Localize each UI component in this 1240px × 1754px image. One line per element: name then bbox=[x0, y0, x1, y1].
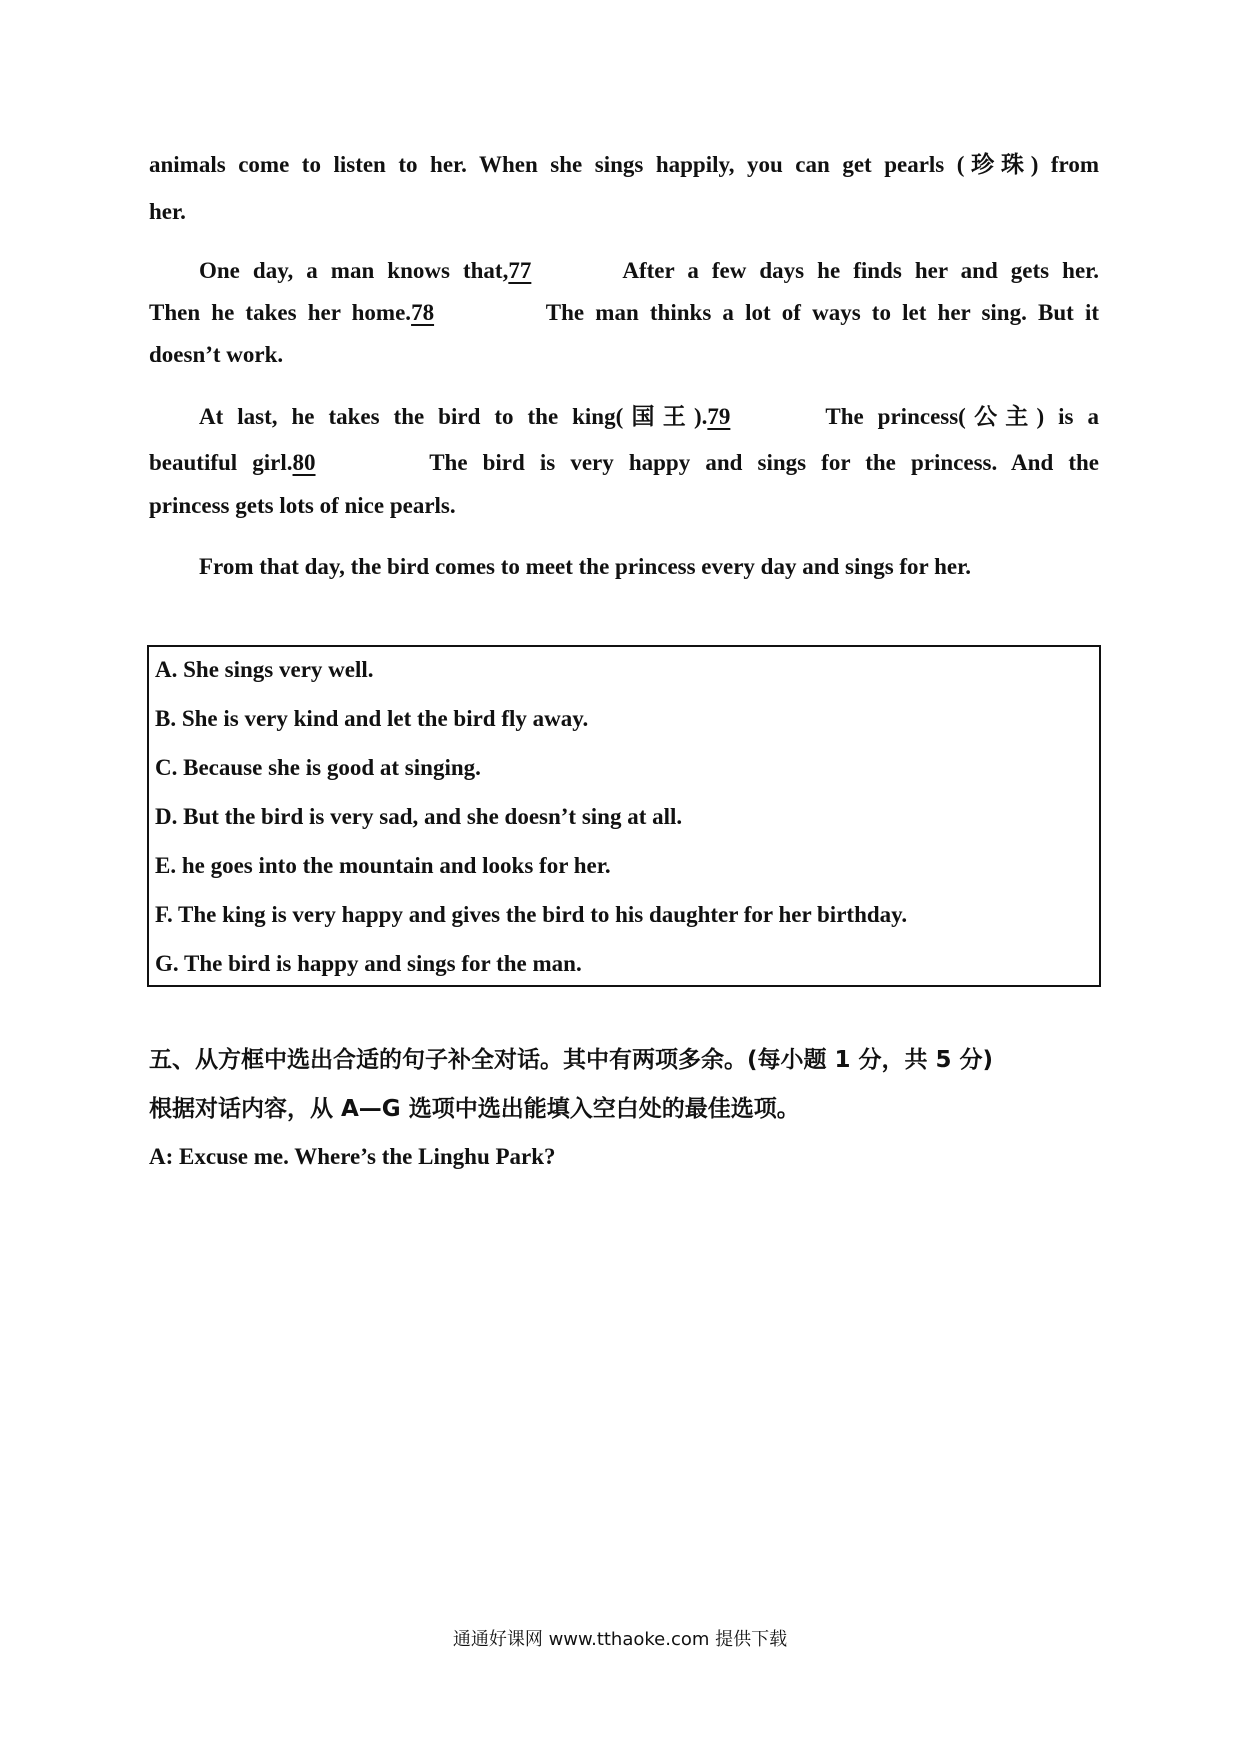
option-a: A. She sings very well. bbox=[155, 657, 374, 682]
option-g: G. The bird is happy and sings for the man. bbox=[155, 951, 582, 976]
passage-text: her. bbox=[149, 199, 186, 224]
passage-text: After a few days he finds her and gets her. bbox=[622, 258, 1099, 283]
passage-text: Then he takes her home. bbox=[149, 300, 412, 325]
options-box bbox=[147, 645, 1101, 987]
option-b: B. She is very kind and let the bird fly away. bbox=[155, 706, 589, 731]
option-e: E. he goes into the mountain and looks for her. bbox=[155, 853, 611, 878]
answer-blank-79: 79 bbox=[707, 404, 731, 429]
section-instruction: 根据对话内容，从 A—G 选项中选出能填入空白处的最佳选项。 bbox=[149, 1096, 800, 1122]
answer-blank-80: 80 bbox=[292, 450, 316, 475]
dialogue-line: A: Excuse me. Where’s the Linghu Park? bbox=[149, 1144, 556, 1169]
answer-blank-78: 78 bbox=[411, 300, 435, 325]
passage-text: At last, he takes the bird to the king(国王). bbox=[199, 404, 708, 429]
passage-line bbox=[199, 256, 1099, 286]
page-footer: 通通好课网 www.tthaoke.com 提供下载 bbox=[452, 1629, 788, 1650]
passage-line bbox=[199, 552, 1099, 582]
passage-text: The bird is very happy and sings for the princess. And the bbox=[414, 450, 1099, 475]
option-c: C. Because she is good at singing. bbox=[155, 755, 481, 780]
section-heading: 五、从方框中选出合适的句子补全对话。其中有两项多余。(每小题 1 分，共 5 分) bbox=[149, 1047, 994, 1073]
passage-line bbox=[149, 298, 1099, 328]
passage-text: The man thinks a lot of ways to let her sing. But it bbox=[535, 300, 1099, 325]
passage-text: beautiful girl. bbox=[149, 450, 293, 475]
passage-text: One day, a man knows that, bbox=[199, 258, 509, 283]
passage-line bbox=[149, 197, 1099, 227]
passage-line bbox=[199, 402, 1099, 432]
passage-text: princess gets lots of nice pearls. bbox=[149, 493, 456, 518]
answer-blank-77: 77 bbox=[508, 258, 532, 283]
passage-text: animals come to listen to her. When she sings happily, you can get pearls (珍珠) from bbox=[149, 152, 1099, 177]
option-f: F. The king is very happy and gives the bird to his daughter for her birthday. bbox=[155, 902, 908, 927]
passage-line bbox=[149, 491, 1099, 521]
passage-line bbox=[149, 340, 1099, 370]
passage-line bbox=[149, 448, 1099, 478]
option-d: D. But the bird is very sad, and she doesn’t sing at all. bbox=[155, 804, 683, 829]
passage-text: The princess(公主) is a bbox=[825, 404, 1099, 429]
passage-text: doesn’t work. bbox=[149, 342, 284, 367]
passage-line bbox=[149, 150, 1099, 180]
passage-text: From that day, the bird comes to meet the princess every day and sings for her. bbox=[199, 554, 971, 579]
